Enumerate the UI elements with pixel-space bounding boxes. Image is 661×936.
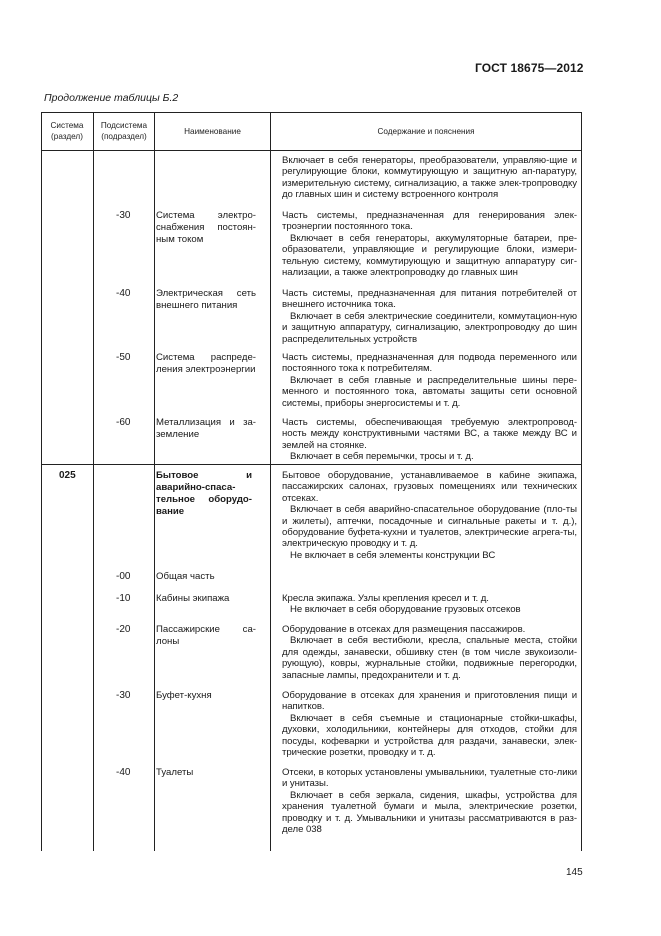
subsystem-name: Буфет-кухня (156, 690, 212, 701)
table-border-right (581, 112, 582, 851)
continued-content-cell (282, 155, 577, 201)
content-paragraph: Не включает в себя оборудование грузовых отсеков (290, 604, 521, 616)
content-paragraph: Часть системы, предназначенная для генерирования элек-троэнергии постоянного тока. (282, 210, 577, 233)
document-id: ГОСТ 18675—2012 (475, 61, 584, 75)
section-divider (41, 464, 581, 465)
column-divider (270, 112, 271, 851)
content-paragraph: Бытовое оборудование, устанавливаемое в кабине экипажа, пассажирских салонах, грузовых помещениях или технических отсеках. (282, 470, 577, 504)
subsystem-code: -30 (116, 210, 131, 221)
content-paragraph: Отсеки, в которых установлены умывальники, туалетные сто-лики и унитазы. (282, 767, 577, 790)
table-caption: Продолжение таблицы Б.2 (44, 92, 179, 104)
column-divider (154, 112, 155, 851)
content-paragraph: Часть системы, предназначенная для подвода переменного или постоянного тока к потребителям. (282, 352, 577, 375)
content-paragraph: Включает в себя электрические соединители, коммутацион-ную и защитную аппаратуру, сигнализацию, электропроводку до шин распределительных устройств (282, 310, 577, 345)
subsystem-code: -20 (116, 624, 131, 635)
content-paragraph: Включает в себя генераторы, аккумуляторные батареи, пре-образователи, управляющие и регулирующие блоки, измери-тельную систему, коммутирующую и защитную аппаратуру сиг-нализации, а также электропроводку до главных шин (282, 232, 577, 279)
subsystem-content (282, 288, 577, 345)
subsystem-code: -30 (116, 690, 131, 701)
system-code: 025 (59, 470, 76, 481)
subsystem-code: -40 (116, 767, 131, 778)
header-divider (41, 150, 581, 151)
subsystem-name: Система распреде-ления электроэнергии (156, 352, 256, 375)
column-header-name: Наименование (184, 127, 241, 136)
content-paragraph: Не включает в себя элементы конструкции ВС (290, 549, 496, 561)
content-paragraph: Включает в себя перемычки, тросы и т. д. (290, 451, 474, 463)
subsystem-name: Кабины экипажа (156, 593, 230, 604)
subsystem-content (282, 624, 577, 681)
subsystem-name: Туалеты (156, 767, 194, 778)
column-divider (93, 112, 94, 851)
subsystem-code: -50 (116, 352, 131, 363)
subsystem-content (282, 593, 577, 616)
subsystem-content (282, 352, 577, 409)
content-paragraph: Включает в себя главные и распределительные шины пере-менного и постоянного тока, автоматы защиты сети основной системы, приборы энергосистемы и т. д. (282, 374, 577, 409)
column-header-system: Система (раздел) (50, 121, 84, 141)
subsystem-name: Электрическая сеть внешнего питания (156, 288, 256, 311)
subsystem-code: -00 (116, 571, 131, 582)
subsystem-name: Система электро-снабжения постоян-ным током (156, 210, 256, 245)
system-name: Бытовое и аварийно-спаса-тельное оборудо-вание (156, 470, 252, 517)
table (41, 112, 581, 851)
subsystem-code: -60 (116, 417, 131, 428)
subsystem-content (282, 417, 577, 463)
content-paragraph: Включает в себя съемные и стационарные стойки-шкафы, духовки, холодильники, контейнеры для отходов, стойки для посуды, кофеварки и устройства для раздачи, занавески, элек-трические розетки, проводку и т. д. (282, 712, 577, 759)
table-border-top (41, 112, 581, 113)
column-header-subsystem: Подсистема (подраздел) (100, 121, 148, 141)
subsystem-content (282, 210, 577, 278)
subsystem-content (282, 767, 577, 835)
subsystem-code: -40 (116, 288, 131, 299)
column-header-content: Содержание и пояснения (377, 127, 475, 136)
content-paragraph: Включает в себя аварийно-спасательное оборудование (пло-ты и жилеты), аптечки, посадочные и сигнальные ракеты и т. д.), оборудование буфета-кухни и туалетов, электрические агрега-ты, электрическую проводку и т. д. (282, 504, 577, 550)
subsystem-name: Пассажирские са-лоны (156, 624, 256, 647)
table-border-left (41, 112, 42, 851)
system-content (282, 470, 577, 561)
subsystem-name: Общая часть (156, 571, 215, 582)
content-paragraph: Оборудование в отсеках для размещения пассажиров. (282, 624, 526, 635)
content-paragraph: Включает в себя вестибюли, кресла, спальные места, стойки для одежды, занавески, обшивку стен (в том числе звукоизоли-рующую), ковры, журнальные стойки, подвижные перегородки, запасные лампы, предохранители и т. д. (282, 635, 577, 681)
page-number: 145 (566, 867, 583, 878)
content-paragraph: Включает в себя генераторы, преобразователи, управляю-щие и регулирующие блоки, коммутирующую и защитную ап-паратуру, измерительную систему, сигнализацию, а также элек-тропроводку до главных шин и систему встроенного контроля (282, 155, 577, 201)
subsystem-content (282, 690, 577, 758)
subsystem-name: Металлизация и за-земление (156, 417, 256, 440)
content-paragraph: Кресла экипажа. Узлы крепления кресел и т. д. (282, 593, 489, 604)
content-paragraph: Часть системы, предназначенная для питания потребителей от внешнего источника тока. (282, 288, 577, 311)
subsystem-code: -10 (116, 593, 131, 604)
content-paragraph: Оборудование в отсеках для хранения и приготовления пищи и напитков. (282, 690, 577, 713)
content-paragraph: Часть системы, обеспечивающая требуемую электропровод-ность между конструктивными частями ВС, а также между ВС и землей на стоянке. (282, 417, 577, 451)
content-paragraph: Включает в себя зеркала, сидения, шкафы, устройства для хранения туалетной бумаги и мыла, электрические розетки, проводку и т. д. Умывальники и унитазы рассматриваются в раз-деле 038 (282, 789, 577, 836)
